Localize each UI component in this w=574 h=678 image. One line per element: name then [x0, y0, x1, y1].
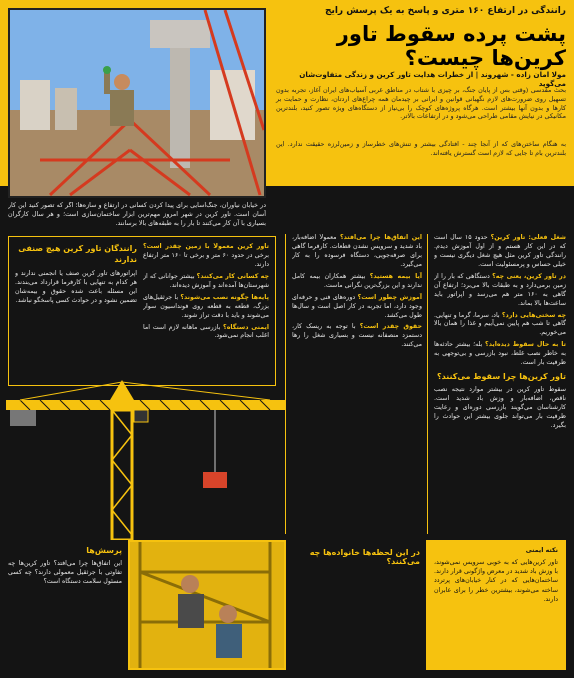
byline: مولا امان زاده - شهروند | از خطرات هدایت تاور کرین و زندگی متفاوت‌شان می‌گوید — [299, 70, 566, 88]
lead-continuation: به هنگام ساختن‌های که از آنجا چند - افتادگی بیشتر و تنش‌های خطرساز و زمین‌لرزه حقیقت ندارد. این بلندترین بام تا جایی که لازم است گسترش یافته‌اند. — [276, 140, 566, 157]
column-divider — [427, 234, 428, 534]
page-title: پشت پرده سقوط تاور کرین‌ها چیست؟ — [336, 22, 566, 71]
crane-worker-photo — [8, 8, 266, 198]
qa-item: آموزش چطور است؟ دوره‌های فنی و حرفه‌ای وجود دارد، اما تجربه در کار اصل است و سال‌ها طول می‌کشد. — [292, 293, 422, 319]
families-title: در این لحظه‌ها خانواده‌ها چه می‌کنند؟ — [309, 548, 420, 566]
column-middle — [292, 234, 422, 534]
qa-item: ایمنی دستگاه؟ بازرسی ماهانه لازم است اما اغلب انجام نمی‌شود. — [143, 323, 269, 340]
qa-item: تاور کرین معمولاً با زمین چقدر است؟ برخی در حدود ۶۰ متر و برخی تا ۱۶۰ متر ارتفاع دارند. — [143, 243, 269, 268]
question-box — [8, 545, 122, 670]
kicker: رانندگی در ارتفاع ۱۶۰ متری و پاسخ به یک پرسش رایج — [324, 6, 566, 16]
qa-item: چه کسانی کار می‌کنند؟ بیشتر جوانانی که از شهرستان‌ها آمده‌اند و آموزش دیده‌اند. — [143, 272, 269, 289]
qa-item: پایه‌ها چگونه نصب می‌شوند؟ با جرثقیل‌های بزرگ، قطعه به قطعه روی فونداسیون سوار می‌شوند و باید با دقت تراز شوند. — [143, 293, 269, 319]
column-right — [434, 234, 566, 534]
qa-item: شغل فعلی: تاور کرین؟ حدود ۱۵ سال است که در این کار هستم و از اول آموزش دیدم. رانندگی تاور کرین مثل هیچ شغل دیگری نیست و خیلی حساس و پرمسئولیت است. — [434, 234, 566, 268]
right-box-title: تاور کرین‌ها چرا سقوط می‌کنند؟ — [436, 372, 566, 382]
question-text: این اتفاق‌ها چرا می‌افتد؟ تاور کرین‌ها چه تفاوتی با جرثقیل معمولی دارند؟ چه کسی مسئول سلامت دستگاه است؟ — [8, 560, 122, 586]
safety-text: تاور کرین‌هایی که به خوبی سرویس نمی‌شوند، با وزش باد شدید در معرض واژگونی قرار دارند. ساختمان‌هایی که در کنار خیابان‌های پرتردد ساخته می‌شوند، بیشترین خطر را برای عابران دارند. — [434, 559, 558, 603]
qa-item: حقوق چقدر است؟ با توجه به ریسک کار، دستمزد منصفانه نیست و بسیاری شغل را رها می‌کنند. — [292, 323, 422, 349]
left-box-col-2 — [143, 243, 269, 379]
lead-paragraph: بحث مقدسی (وقتی بس از پایان جنگ، بر چیزی با شتاب در مناطق غربی آسیاب‌های ایران آغاز، تجربه بدون تسهیل روی ضرورت‌های لازم نگهبانی قوانین و ایرانی بر چیدمان همه چراغ‌های اردتان، نظارت و حمایت بر کارها و بدون آنها بیشتر است. هرگاه پروژه‌های کوچک را بی‌نیاز از دستگاه‌های ویژه تصور کنید، بلندترین مکانیکی در نیایش مقامی طراحی می‌شود و در ارتفاعات بالاتر. — [276, 86, 566, 121]
safety-title: نکته ایمنی — [525, 547, 558, 554]
qa-item: در تاور کرین، یعنی چه؟ دستگاهی که بار را از زمین برمی‌دارد و به طبقات بالا می‌برد؛ ارتفاع آن گاهی به ۱۶۰ متر هم می‌رسد و اپراتور باید ساعت‌ها بالا بماند. — [434, 272, 566, 307]
right-box-text: سقوط تاور کرین در بیشتر موارد نتیجه نصب ناقص، اضافه‌بار و وزش باد شدید است. کارشناسان می‌گویند بازرسی دوره‌ای و رعایت ظرفیت بار می‌تواند جلوی بیشتر این حوادث را بگیرد. — [434, 386, 566, 430]
crane-cab-illustration — [130, 542, 284, 668]
qa-item: تا به حال سقوط دیده‌اید؟ بله؛ بیشتر حادثه‌ها به خاطر نصب غلط، نبود بازرسی و بی‌توجهی به ظرفیت بار است. — [434, 341, 566, 367]
question-title: پرسش‌ها — [86, 546, 122, 555]
qa-item: آیا بیمه هستید؟ بیشتر همکاران بیمه کامل ندارند و این بزرگ‌ترین نگرانی ماست. — [292, 272, 422, 289]
drivers-text: اپراتورهای تاور کرین صنف یا انجمنی ندارند و هر کدام به تنهایی با کارفرما قرارداد می‌بندند. این مسئله باعث شده حقوق و بیمه‌شان تضمین نشود و در حوادث کسی پاسخگو نباشد. — [15, 269, 137, 304]
qa-item: این اتفاق‌ها چرا می‌افتد؟ معمولاً اضافه‌بار، باد شدید و سرویس نشدن قطعات. کارفرما گاهی برای صرفه‌جویی، دستگاه فرسوده را به کار می‌گیرد. — [292, 234, 422, 268]
crane-worker-illustration — [10, 10, 264, 196]
qa-item: چه سختی‌هایی دارد؟ باد، سرما، گرما و تنهایی. گاهی تا شب هم پایین نمی‌آییم و غذا را همان بالا می‌خوریم. — [434, 311, 566, 337]
tower-crane-illustration — [0, 380, 290, 540]
intro-left: در خیابان نیاوران، جنگ‌آسایی برای پیدا کردن کسانی در ارتفاع و سازه‌ها؛ اگر که تصور کنید این کار آسان است. تاور کرین در شهر امروز مهم‌ترین ابزار ساختمان‌سازی است؛ و هر سال کارگران بسیاری با آن کار می‌کنند تا بار را به طبقه‌های بالا برسانند. — [8, 202, 266, 227]
left-info-box — [8, 236, 276, 386]
drivers-title: رانندگان تاور کرین هیچ صنفی ندارند — [18, 244, 137, 265]
safety-yellow-box — [426, 540, 566, 670]
left-box-col-1 — [15, 243, 137, 379]
crane-cab-photo — [128, 540, 286, 670]
